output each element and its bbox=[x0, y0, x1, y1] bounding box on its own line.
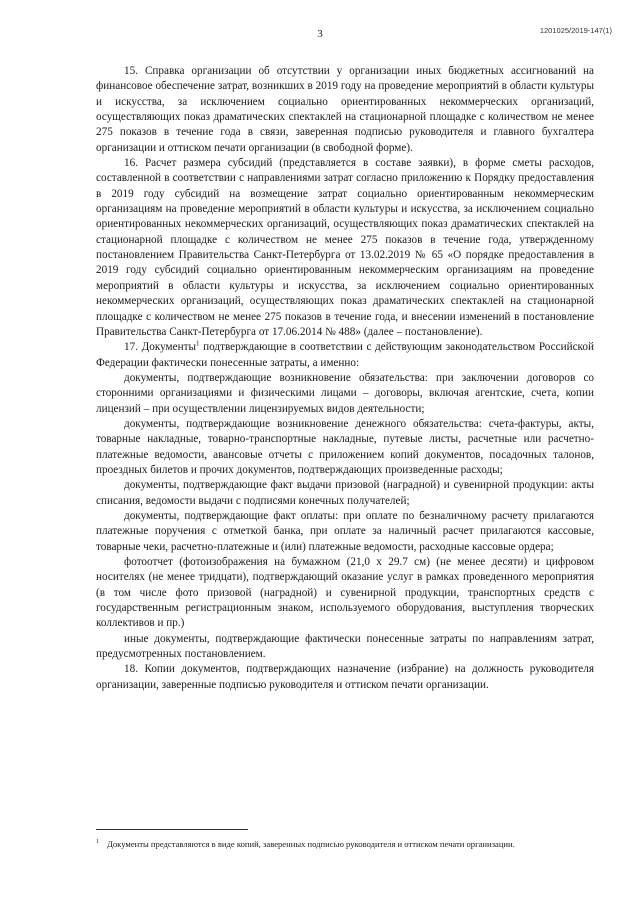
paragraph-15: 15. Справка организации об отсутствии у организации иных бюджетных ассигнований на финансовое обеспечение затрат, возникших в 2019 году на проведение мероприятий в области культуры и искусства, за исключением социально ориентированных некоммерческих организаций, осуществляющих показ драматических спектаклей на стационарной площадке с количеством не менее 275 показов в течение года в связи, заверенная подписью руководителя и главного бухгалтера организации и оттиском печати организации (в свободной форме). bbox=[96, 65, 594, 154]
footnote bbox=[96, 838, 594, 850]
paragraph-16: 16. Расчет размера субсидий (представляется в составе заявки), в форме сметы расходов, составленной в соответствии с направлениями затрат согласно приложению к Порядку предоставления в 2019 году субсидий на возмещение затрат социально ориентированным некоммерческим организациям на проведение мероприятий в области культуры и искусства, за исключением социально ориентированных некоммерческих организаций, осуществляющих показ драматических спектаклей на стационарной площадке с количеством не менее 275 показов в течение года, утвержденному постановлением Правительства Санкт-Петербурга от 13.02.2019 № 65 «О порядке предоставления в 2019 году субсидий социально ориентированным некоммерческим организациям на проведение мероприятий в области культуры и искусства, за исключением социально ориентированных некоммерческих организаций, осуществляющих показ драматических спектаклей на стационарной площадке с количеством не менее 275 показов в течение года, и внесении изменений в постановление Правительства Санкт-Петербурга от 17.06.2014 № 488» (далее – постановление). bbox=[96, 157, 594, 338]
footnote-divider bbox=[96, 829, 248, 830]
paragraph-17-rest: подтверждающие в соответствии с действующим законодательством Российской Федерации фактически понесенные затраты, а именно: bbox=[96, 341, 594, 369]
page-number: 3 bbox=[317, 28, 323, 40]
paragraph-17-lead: 17. Документы bbox=[124, 341, 196, 354]
document-body bbox=[96, 64, 594, 693]
list-item-other-docs: иные документы, подтверждающие фактически понесенные затраты по направлениям затрат, предусмотренных постановлением. bbox=[96, 632, 594, 661]
paragraph-17 bbox=[96, 340, 594, 371]
list-item-payment-docs: документы, подтверждающие факт оплаты: при оплате по безналичному расчету прилагаются платежные поручения с отметкой банка, при оплате за наличный расчет прилагаются кассовые, товарные чеки, расчетно-платежные и (или) платежные ведомости, расходные кассовые ордера; bbox=[96, 509, 594, 553]
list-item-obligation-docs: документы, подтверждающие возникновение обязательства: при заключении договоров со сторонними организациями и физическими лицами – договоры, включая агентские, счета, копии лицензий – при осуществлении лицензируемых видов деятельности; bbox=[96, 371, 594, 415]
list-item-monetary-obligation-docs: документы, подтверждающие возникновение денежного обязательства: счета-фактуры, акты, товарные накладные, товарно-транспортные накладные, путевые листы, расчетные или расчетно-платежные ведомости, авансовые отчеты с приложением копий документов, посадочных талонов, проездных билетов и прочих документов, подтверждающих произведенные расходы; bbox=[96, 417, 594, 476]
list-item-photo-report: фотоотчет (фотоизображения на бумажном (21,0 х 29.7 см) (не менее десяти) и цифровом носителях (не менее тридцати), подтверждающий оказание услуг в рамках проведенного мероприятия (в том числе фото призовой (наградной) и сувенирной продукции, транспортных средств с государственным регистрационным знаком, используемого оборудования, выступления творческих коллективов и пр.) bbox=[96, 556, 594, 630]
list-item-prize-issuance-docs: документы, подтверждающие факт выдачи призовой (наградной) и сувенирной продукции: акты списания, ведомости выдачи с подписями конечных получателей; bbox=[96, 479, 594, 507]
footnote-mark: 1 bbox=[96, 839, 99, 846]
footnote-text: Документы представляются в виде копий, заверенных подписью руководителя и оттиском печати организации. bbox=[107, 839, 515, 849]
footnote-reference[interactable]: 1 bbox=[196, 339, 200, 348]
document-code: 1201025/2019-147(1) bbox=[539, 26, 612, 35]
paragraph-18: 18. Копии документов, подтверждающих назначение (избрание) на должность руководителя организации, заверенные подписью руководителя и оттиском печати организации. bbox=[96, 663, 594, 691]
